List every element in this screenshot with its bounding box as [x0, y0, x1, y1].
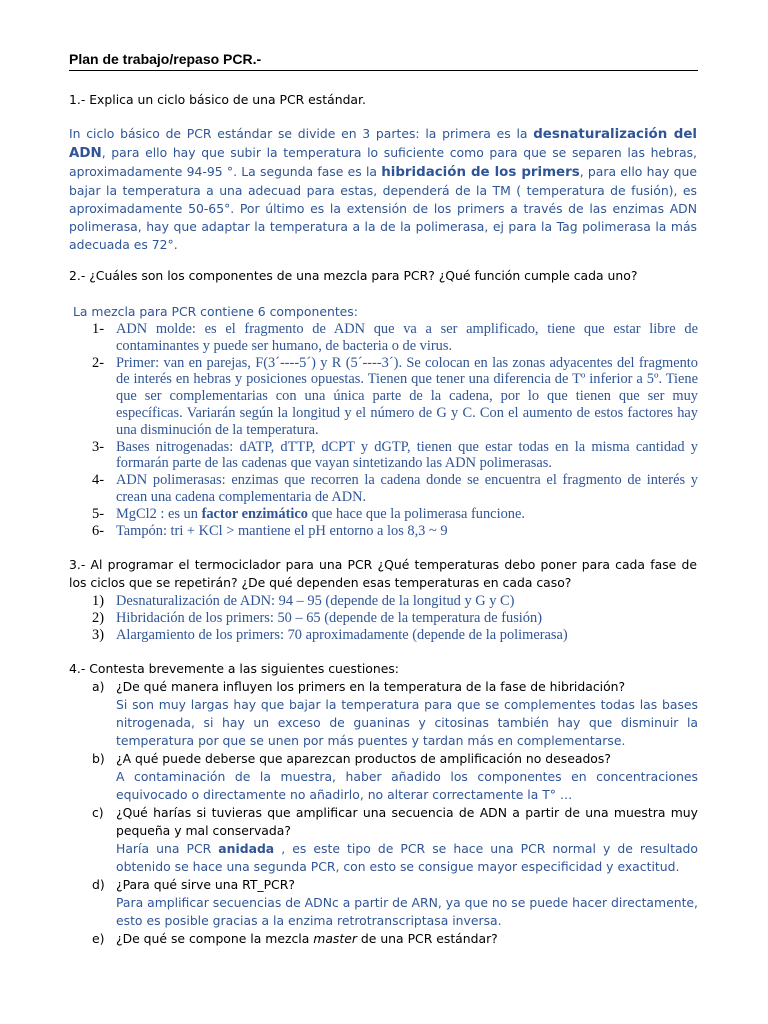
list-number: 3)	[92, 626, 104, 643]
list-number: 2-	[92, 354, 104, 371]
list-item	[92, 506, 698, 523]
components-list	[92, 321, 698, 539]
answer-1-bold-hybridization: hibridación de los primers	[381, 165, 580, 180]
answer-1-bold-denaturation: desnaturalización del ADN	[69, 127, 697, 161]
list-number: 6-	[92, 522, 104, 539]
list-number: 1)	[92, 593, 104, 609]
subquestion-answer-part: , es este tipo de PCR se hace una PCR normal y de resultado obtenido se hace una segunda PCR, con esto se consigue mayor especificidad y exactitud.	[116, 841, 698, 874]
subquestion-text: ¿Para qué sirve una RT_PCR?	[116, 877, 295, 892]
list-item-text: Hibridación de los primers: 50 – 65 (depende de la temperatura de fusión)	[116, 609, 542, 626]
question-4: 4.- Contesta brevemente a las siguientes cuestiones:	[69, 661, 399, 676]
subquestion-answer	[92, 840, 698, 876]
list-item-bold: factor enzimático	[201, 505, 308, 522]
question-1: 1.- Explica un ciclo básico de una PCR estándar.	[69, 92, 366, 107]
list-item-text-part: MgCl2 : es un	[116, 505, 202, 522]
subquestion-c	[92, 804, 698, 876]
subquestion-answer: Para amplificar secuencias de ADNc a partir de ARN, ya que no se puede hacer directamente, esto es posible gracias a la enzima retrotranscriptasa inversa.	[116, 895, 698, 928]
subquestion-text-part: de una PCR estándar?	[356, 931, 498, 946]
list-item-text: Bases nitrogenadas: dATP, dTTP, dCPT y dGTP, tienen que estar todas en la misma cantidad y formarán parte de las cadenas que vayan sintetizando las ADN polimerasas.	[116, 438, 698, 472]
subquestion-answer: A contaminación de la muestra, haber añadido los componentes en concentraciones equivocado o directamente no añadirlo, no alterar correctamente la T° …	[116, 769, 698, 802]
list-item	[92, 593, 698, 610]
list-item	[92, 355, 698, 439]
list-item-text: Tampón: tri + KCl > mantiene el pH entorno a los 8,3 ~ 9	[116, 522, 448, 539]
subquestion-text: ¿De qué manera influyen los primers en la temperatura de la fase de hibridación?	[116, 679, 626, 694]
subquestion-answer-bold: anidada	[218, 841, 275, 856]
list-item	[92, 523, 698, 540]
subquestion-d	[92, 876, 698, 930]
subquestion-label: e)	[92, 931, 105, 946]
question-3: 3.- Al programar el termociclador para una PCR ¿Qué temperaturas debo poner para cada fase de los ciclos que se repetirán? ¿De qué dependen esas temperaturas en cada caso?	[69, 557, 697, 590]
subquestion-label: b)	[92, 751, 105, 766]
answer-1-text: , para ello hay que subir la temperatura lo suficiente como para que se separen las hebras, aproximadamente 94-95 °. La segunda fase es la	[69, 145, 697, 179]
list-item	[92, 321, 698, 355]
page-title: Plan de trabajo/repaso PCR.-	[69, 51, 698, 71]
list-item-text-part: que hace que la polimerasa funcione.	[307, 505, 525, 522]
list-item-text: Alargamiento de los primers: 70 aproximadamente (depende de la polimerasa)	[116, 626, 568, 643]
subquestion-label: a)	[92, 679, 105, 694]
subquestion-answer-part: Haría una PCR	[116, 841, 219, 856]
list-number: 1-	[92, 321, 104, 337]
list-item-text: Desnaturalización de ADN: 94 – 95 (depende de la longitud y G y C)	[116, 593, 515, 609]
list-item-text: ADN molde: es el fragmento de ADN que va a ser amplificado, tiene que estar libre de contaminantes y puede ser humano, de bacteria o de virus.	[116, 321, 698, 354]
list-number: 2)	[92, 609, 104, 626]
subquestion-label: c)	[92, 805, 104, 820]
list-number: 3-	[92, 438, 104, 455]
answer-1-text: In ciclo básico de PCR estándar se divide en 3 partes: la primera es la	[69, 126, 534, 141]
list-item-text: ADN polimerasas: enzimas que recorren la cadena donde se encuentra el fragmento de interés y crean una cadena complementaria de ADN.	[116, 472, 698, 505]
temperatures-list	[92, 593, 698, 643]
subquestion-b	[92, 750, 698, 804]
list-item	[92, 472, 698, 506]
answer-1-text: , para ello hay que bajar la temperatura a una adecuad para estas, dependerá de la TM ( temperatura de fusión), es aproximadamente 50-65°. Por último es la extensión de los primers a través de las enzimas ADN polimerasa, hay que adaptar la temperatura a la de la polimerasa, ej para la Tag polimerasa la más adecuada es 72°.	[69, 164, 697, 252]
subquestion-a	[92, 678, 698, 750]
list-item-text	[116, 506, 698, 523]
subquestion-text-part: ¿De qué se compone la mezcla	[116, 931, 314, 946]
list-item-text: Primer: van en parejas, F(3´----5´) y R (5´----3´). Se colocan en las zonas adyacentes del fragmento de interés en hebras y posiciones opuestas. Tienen que tener una diferencia de Tº inferior a 5º. Tiene que ser complementarias con una única parte de la cadena, por lo que tienen que ser muy específicas. Variarán según la longitud y el número de G y C. Con el aumento de estos factores hay una disminución de la temperatura.	[116, 354, 698, 438]
answer-1	[69, 125, 697, 254]
answer-2-intro: La mezcla para PCR contiene 6 componentes:	[73, 304, 358, 319]
question-2: 2.- ¿Cuáles son los componentes de una mezcla para PCR? ¿Qué función cumple cada uno?	[69, 268, 638, 283]
list-item	[92, 627, 698, 644]
subquestion-text-italic: master	[313, 931, 357, 946]
subquestion-label: d)	[92, 877, 105, 892]
subquestion-e	[92, 930, 698, 948]
list-item	[92, 610, 698, 627]
subquestion-text	[92, 930, 698, 948]
subquestion-text: ¿A qué puede deberse que aparezcan productos de amplificación no deseados?	[116, 751, 611, 766]
subquestion-answer: Si son muy largas hay que bajar la temperatura para que se complementes todas las bases nitrogenada, si hay un exceso de guaninas y citosinas también hay que disminuir la temperatura por que se unen por más puentes y tardan más en complementarse.	[116, 697, 698, 748]
subquestion-text: ¿Qué harías si tuvieras que amplificar una secuencia de ADN a partir de una muestra muy pequeña y mal conservada?	[116, 805, 698, 838]
list-item	[92, 439, 698, 473]
list-number: 5-	[92, 505, 104, 522]
list-number: 4-	[92, 472, 104, 489]
